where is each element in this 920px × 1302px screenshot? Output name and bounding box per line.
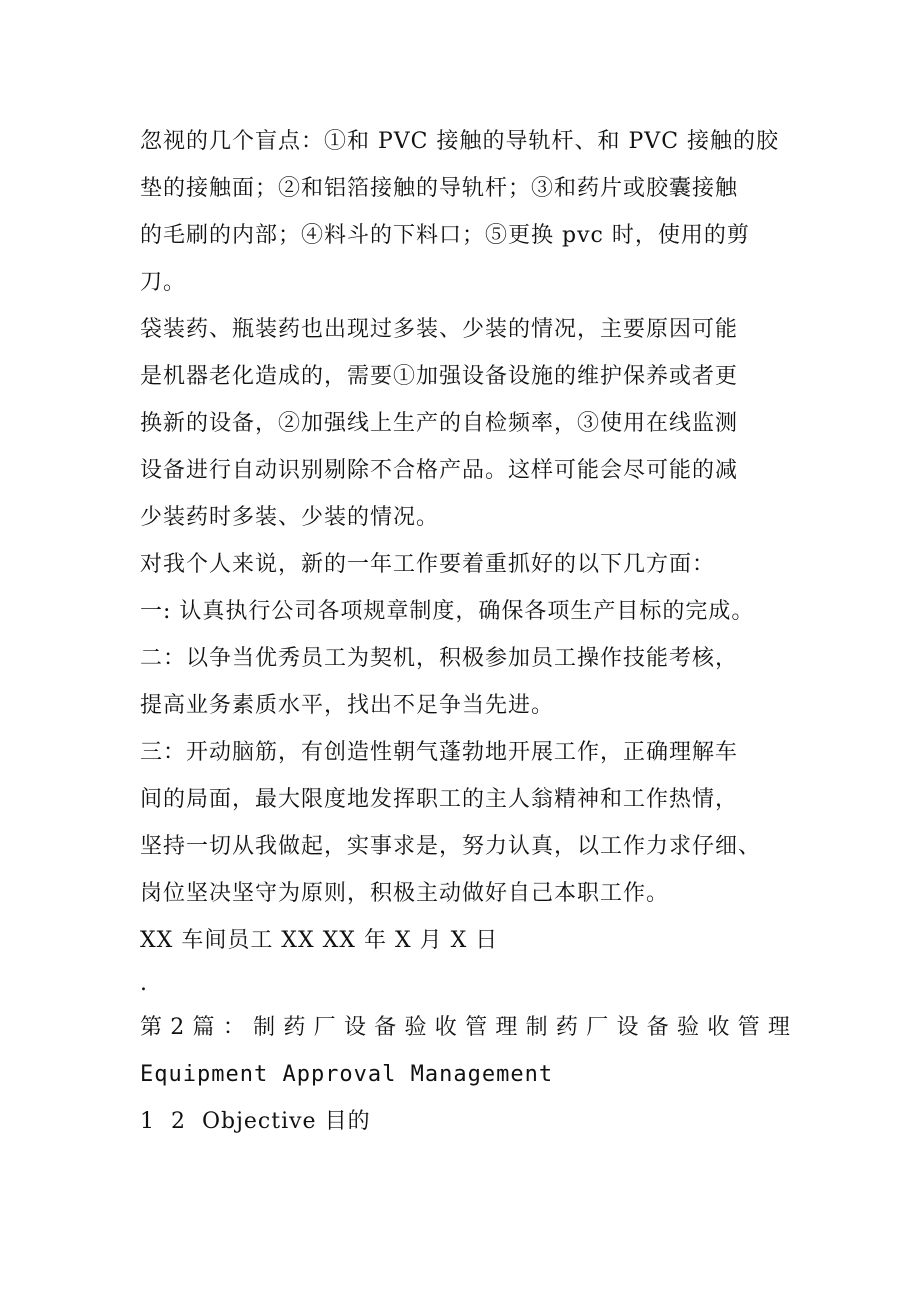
signature-line: XX 车间员工 XX XX 年 X 月 X 日 [140,928,499,953]
text-line: 换新的设备，②加强线上生产的自检频率，③使用在线监测 [140,411,739,436]
text-line: 设备进行自动识别剔除不合格产品。这样可能会尽可能的减 [140,458,739,483]
section-2-title-char: 理 [767,1015,790,1040]
document-page [140,118,790,1145]
section-2-title-char: 备 [646,1015,669,1040]
section-2-title-char: 药 [283,1015,306,1040]
section-2-title-char: 第 [140,1015,163,1040]
section-2-title [140,1004,790,1051]
text-line: 少装药时多装、少装的情况。 [140,505,440,530]
separator-dot: . [140,971,147,996]
paragraph-blindspots [140,118,790,306]
section-2-title-char: 药 [555,1015,578,1040]
section-2-title-char: 制 [253,1015,276,1040]
section-2-title-char: 收 [434,1015,457,1040]
text-line: 袋装药、瓶装药也出现过多装、少装的情况，主要原因可能 [140,317,739,342]
section-2-subtitle: Equipment Approval Management [140,1062,554,1087]
section-2-title-char: 篇 [192,1015,215,1040]
paragraph-personal-goals [140,541,790,917]
section-2-title-char: 验 [677,1015,700,1040]
section-2-title-char: 管 [465,1015,488,1040]
text-line: 是机器老化造成的，需要①加强设备设施的维护保养或者更 [140,364,739,389]
text-line: 间的局面，最大限度地发挥职工的主人翁精神和工作热情， [140,787,739,812]
section-2-title-char: 厂 [586,1015,609,1040]
text-line: 坚持一切从我做起，实事求是，努力认真，以工作力求仔细、 [140,834,762,859]
objective-heading: 1 2 Objective 目的 [140,1109,371,1134]
paragraph-bagged-medicine [140,306,790,541]
text-line: 三：开动脑筋，有创造性朝气蓬勃地开展工作，正确理解车 [140,740,739,765]
section-2-title-char: 厂 [313,1015,336,1040]
section-2-title-char: 设 [616,1015,639,1040]
text-line: 刀。 [140,270,187,295]
text-line: 一: 认真执行公司各项规章制度，确保各项生产目标的完成。 [140,599,755,624]
section-2-title-char: 收 [707,1015,730,1040]
section-2-title-char: 制 [525,1015,548,1040]
section-2-title-char: 设 [343,1015,366,1040]
text-line: 岗位坚决坚守为原则，积极主动做好自己本职工作。 [140,881,670,906]
text-line: 的毛刷的内部；④料斗的下料口；⑤更换 pvc 时，使用的剪 [140,223,750,248]
text-line: 对我个人来说，新的一年工作要着重抓好的以下几方面： [140,552,716,577]
section-2-title-char: 管 [737,1015,760,1040]
section-2-title-char: 理 [495,1015,518,1040]
section-2-title-char: 2 [170,1015,185,1040]
text-line: 垫的接触面；②和铝箔接触的导轨杆；③和药片或胶囊接触 [140,176,739,201]
section-2-title-char: ： [222,1015,245,1040]
section-2-title-char: 验 [404,1015,427,1040]
text-line: 二：以争当优秀员工为契机，积极参加员工操作技能考核， [140,646,739,671]
text-line: 忽视的几个盲点：①和 PVC 接触的导轨杆、和 PVC 接触的胶 [140,129,780,154]
section-2-title-char: 备 [374,1015,397,1040]
text-line: 提高业务素质水平，找出不足争当先进。 [140,693,555,718]
